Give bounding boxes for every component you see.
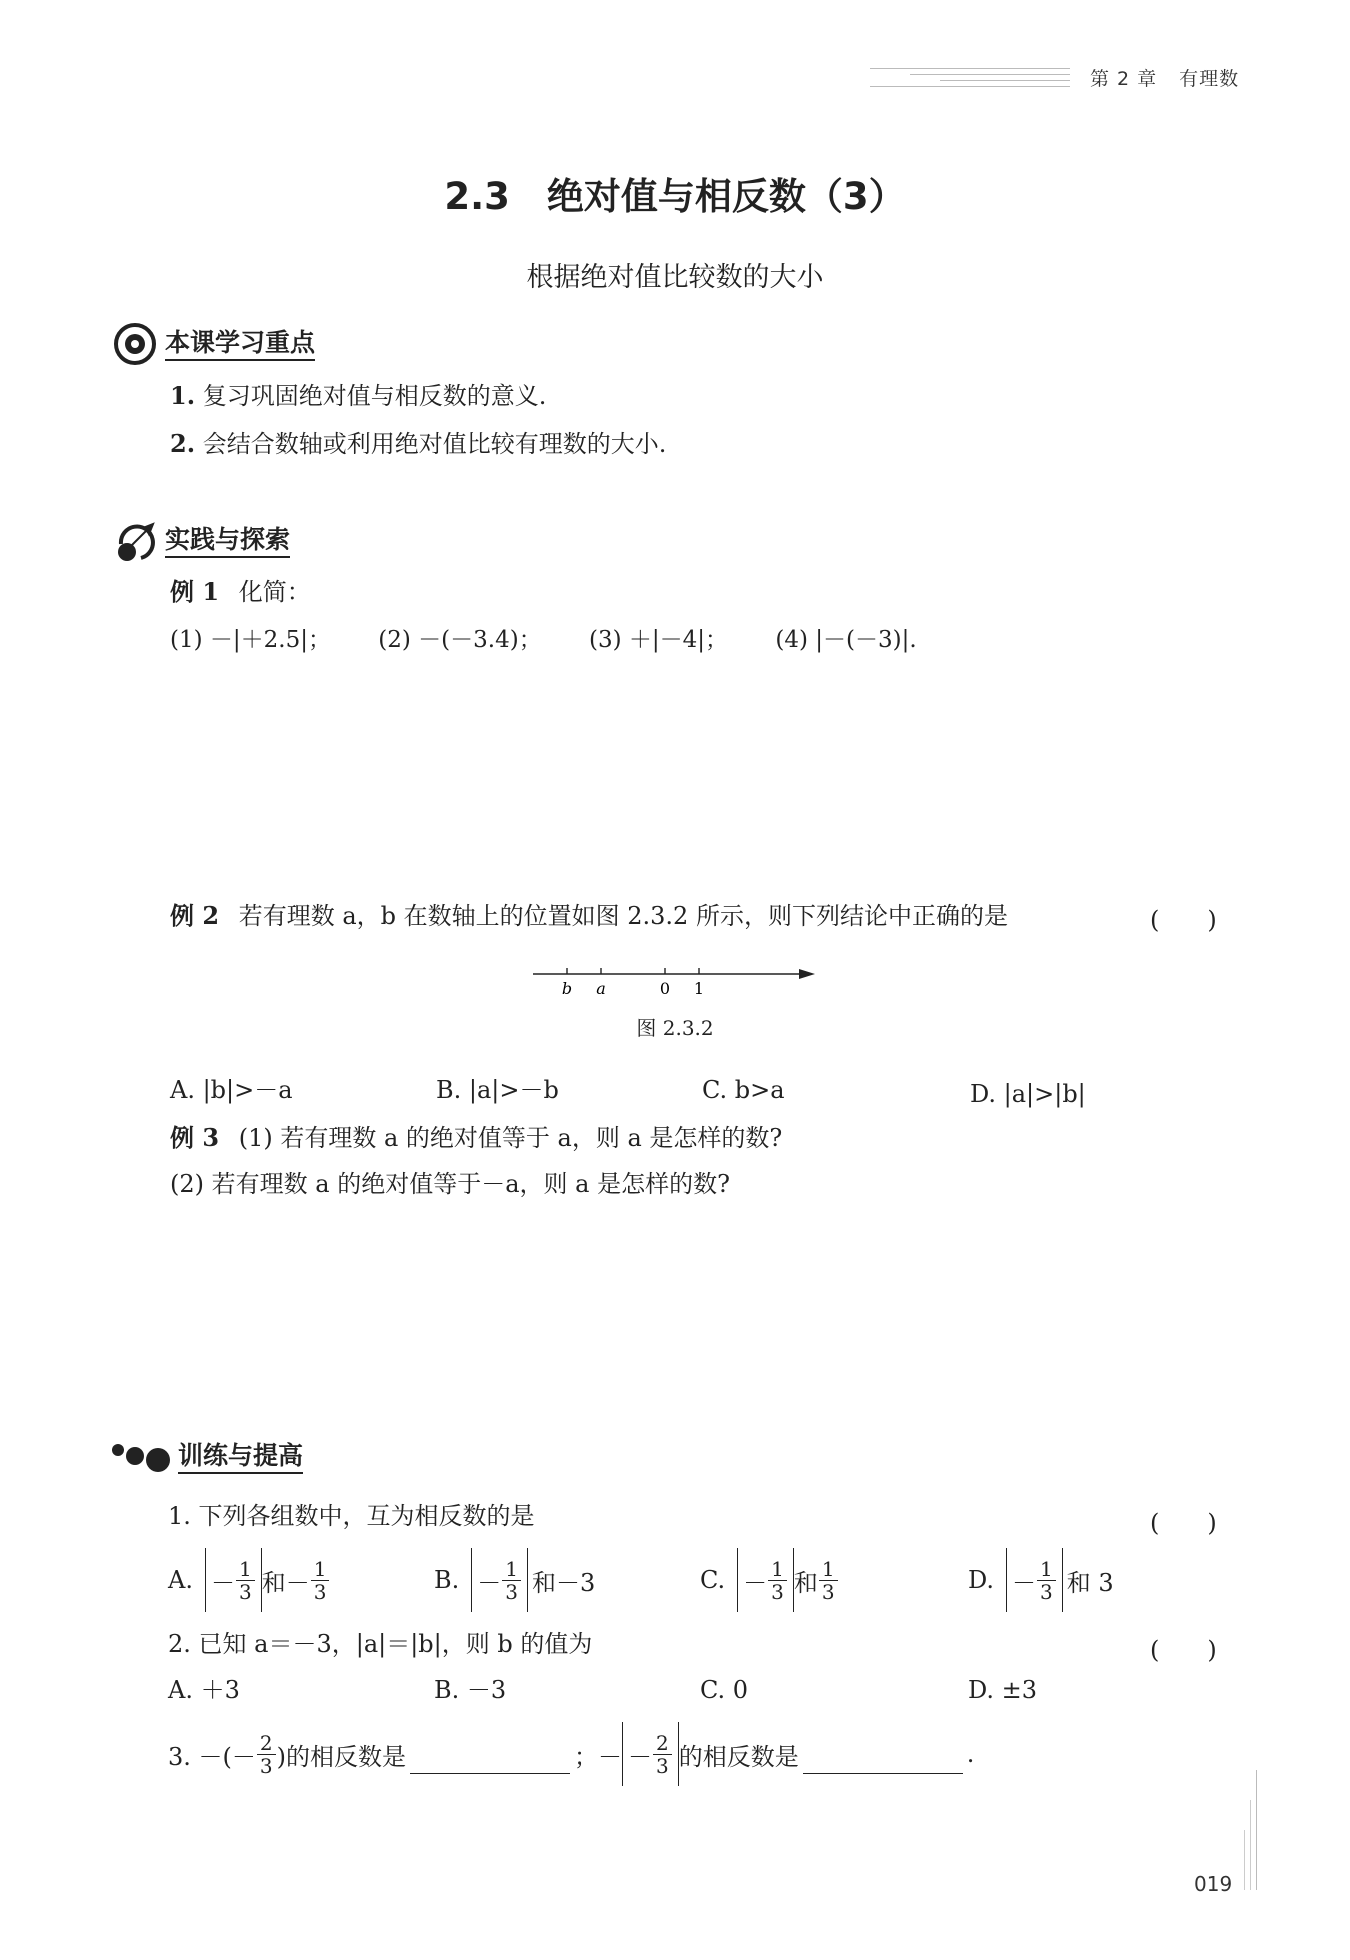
section-training-heading — [110, 1440, 303, 1474]
question-2-option-c: C. 0 — [700, 1676, 749, 1704]
axis-label-zero: 0 — [659, 979, 671, 998]
question-2-option-d: D. ±3 — [968, 1676, 1038, 1704]
example-2-option-c: C. b>a — [702, 1076, 785, 1104]
answer-bracket: ( ) — [1150, 906, 1217, 934]
page-number: 019 — [1194, 1872, 1233, 1896]
example-2-option-d: D. |a|>|b| — [970, 1080, 1086, 1108]
number-line-figure — [525, 958, 825, 1008]
section-practice-title: 实践与探索 — [165, 525, 290, 558]
section-training-title: 训练与提高 — [178, 1441, 303, 1474]
example-1-parts: (1) －|＋2.5|； (2) －(－3.4)； (3) ＋|－4|； (4) |－(－3)|. — [170, 627, 917, 653]
question-1-option-c: C. － $\frac{1}{3}$ 和 $\frac{1}{3}$ — [700, 1548, 839, 1612]
focus-item: 1. 复习巩固绝对值与相反数的意义. — [170, 381, 547, 410]
example-2: 例 2 若有理数 a，b 在数轴上的位置如图 2.3.2 所示，则下列结论中正确的是 — [170, 901, 1008, 930]
running-header — [1090, 64, 1239, 91]
section-practice-heading — [113, 518, 290, 564]
question-2-option-b: B. －3 — [434, 1676, 507, 1704]
arrow-target-icon — [113, 518, 159, 564]
axis-label-one: 1 — [693, 979, 705, 998]
answer-blank[interactable] — [803, 1772, 963, 1774]
example-1: 例 1 化简： — [170, 577, 311, 606]
axis-label-b: b — [561, 979, 573, 998]
dots-icon — [110, 1440, 172, 1474]
question-3: 3. －(－ $\frac{2}{3}$ )的相反数是 ；－ － $\frac{2}{3}$ 的相反数是 . — [168, 1722, 974, 1786]
page-subtitle: 根据绝对值比较数的大小 — [526, 262, 824, 293]
figure-caption: 图 2.3.2 — [636, 1016, 714, 1040]
chapter-title: 有理数 — [1179, 68, 1240, 90]
answer-blank[interactable] — [410, 1772, 570, 1774]
example-2-option-b: B. |a|>－b — [436, 1076, 559, 1104]
page-title: 2.3 绝对值与相反数（3） — [444, 175, 906, 218]
example-label: 例 1 — [170, 577, 220, 606]
question-1: 1. 下列各组数中，互为相反数的是 — [168, 1502, 535, 1530]
answer-bracket: ( ) — [1150, 1509, 1217, 1537]
example-3-part-2: (2) 若有理数 a 的绝对值等于－a，则 a 是怎样的数? — [170, 1170, 730, 1198]
example-2-option-a: A. |b|>－a — [170, 1076, 293, 1104]
axis-label-a: a — [596, 979, 606, 998]
question-1-option-b: B. － $\frac{1}{3}$ 和－3 — [434, 1548, 595, 1612]
section-focus-heading — [113, 322, 315, 366]
question-1-option-d: D. － $\frac{1}{3}$ 和 3 — [968, 1548, 1114, 1612]
example-label: 例 3 — [170, 1123, 220, 1152]
target-icon — [113, 322, 157, 366]
example-3: 例 3 (1) 若有理数 a 的绝对值等于 a，则 a 是怎样的数? — [170, 1123, 783, 1152]
question-1-option-a: A. － $\frac{1}{3}$ 和－ $\frac{1}{3}$ — [168, 1548, 330, 1612]
question-2-option-a: A. ＋3 — [168, 1676, 240, 1704]
answer-bracket: ( ) — [1150, 1636, 1217, 1664]
example-label: 例 2 — [170, 901, 220, 930]
focus-item: 2. 会结合数轴或利用绝对值比较有理数的大小. — [170, 429, 667, 458]
question-2: 2. 已知 a＝－3，|a|＝|b|，则 b 的值为 — [168, 1630, 593, 1658]
section-focus-title: 本课学习重点 — [165, 328, 315, 361]
chapter-number: 第 2 章 — [1090, 68, 1158, 90]
